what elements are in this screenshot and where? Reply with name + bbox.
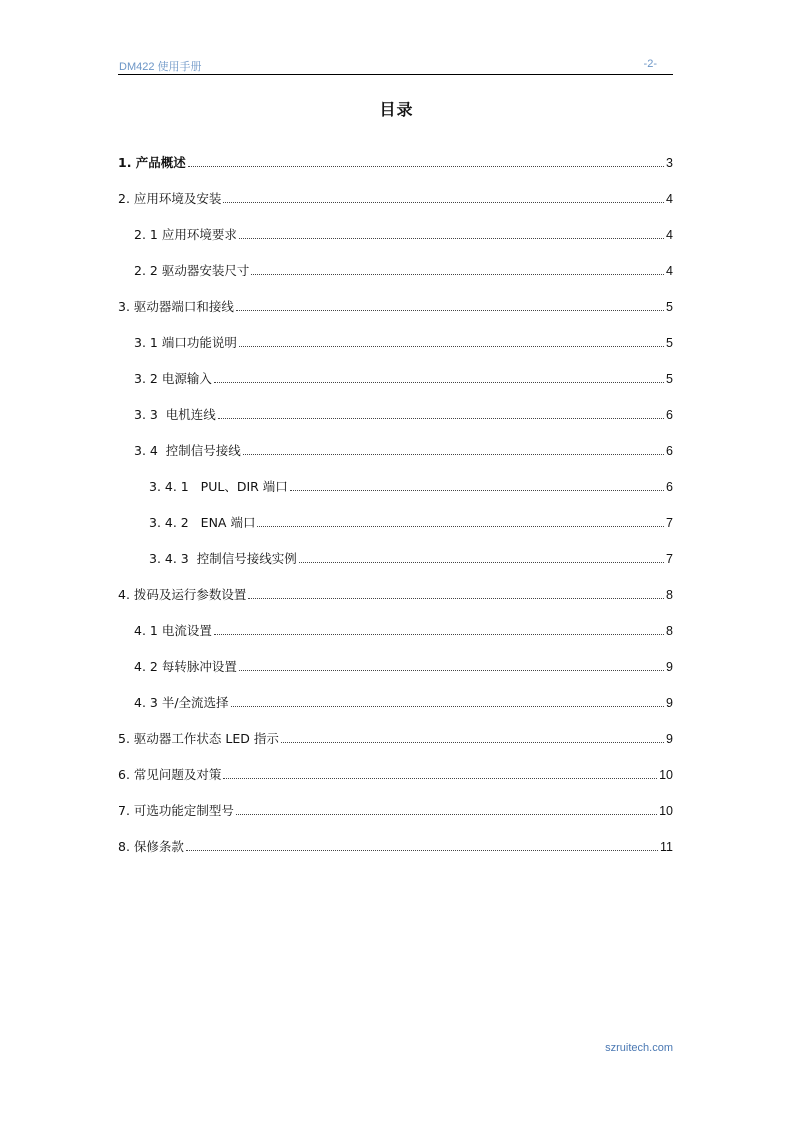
toc-entry-label: 4. 拨码及运行参数设置 (118, 587, 247, 602)
toc-entry-page: 7 (666, 516, 673, 530)
toc-entry-label: 3. 4. 2 ENA 端口 (149, 515, 256, 530)
toc-entry-page: 4 (666, 264, 673, 278)
toc-entry[interactable] (118, 496, 673, 532)
toc-entry[interactable] (118, 748, 673, 784)
toc-entry[interactable] (118, 424, 673, 460)
toc-dot-leader (214, 634, 664, 635)
toc-dot-leader (239, 346, 664, 347)
toc-title: 目录 (379, 100, 414, 119)
toc-entry[interactable] (118, 352, 673, 388)
toc-entry-page: 4 (666, 228, 673, 242)
page-header (118, 56, 673, 75)
toc-entry-label: 3. 3 电机连线 (134, 407, 216, 422)
toc-dot-leader (248, 598, 664, 599)
toc-entry-page: 11 (660, 840, 673, 854)
toc-entry-page: 5 (666, 336, 673, 350)
toc-entry-label: 4. 3 半/全流选择 (134, 695, 229, 710)
toc-entry[interactable] (118, 532, 673, 568)
toc-entry-label: 3. 驱动器端口和接线 (118, 299, 234, 314)
manual-title: DM422 使用手册 (119, 61, 202, 73)
toc-entry-page: 6 (666, 480, 673, 494)
toc-entry-label: 2. 应用环境及安装 (118, 191, 222, 206)
toc-entry[interactable] (118, 460, 673, 496)
toc-dot-leader (281, 742, 664, 743)
toc-entry[interactable] (118, 604, 673, 640)
toc-entry-page: 8 (666, 624, 673, 638)
toc-dot-leader (223, 778, 657, 779)
toc-dot-leader (214, 382, 664, 383)
toc-entry[interactable] (118, 568, 673, 604)
toc-entry-page: 3 (666, 156, 673, 170)
toc-entry[interactable] (118, 388, 673, 424)
toc-dot-leader (299, 562, 664, 563)
toc-entry-page: 10 (659, 768, 673, 782)
toc-entry[interactable] (118, 208, 673, 244)
toc-dot-leader (251, 274, 664, 275)
toc-entry-label: 4. 1 电流设置 (134, 623, 212, 638)
toc-entry-label: 3. 4 控制信号接线 (134, 443, 241, 458)
toc-entry-page: 6 (666, 408, 673, 422)
toc-entry-page: 5 (666, 372, 673, 386)
toc-entry[interactable] (118, 316, 673, 352)
toc-entry-page: 4 (666, 192, 673, 206)
toc-dot-leader (243, 454, 664, 455)
toc-entry[interactable] (118, 244, 673, 280)
toc-entry[interactable] (118, 172, 673, 208)
toc-entry-label: 3. 4. 1 PUL、DIR 端口 (149, 479, 288, 494)
toc-dot-leader (239, 238, 664, 239)
toc-entry-page: 10 (659, 804, 673, 818)
toc-dot-leader (257, 526, 664, 527)
toc-entry-page: 8 (666, 588, 673, 602)
toc-entry-label: 6. 常见问题及对策 (118, 767, 222, 782)
toc-entry-page: 9 (666, 696, 673, 710)
toc-entry-page: 6 (666, 444, 673, 458)
toc-entry-page: 9 (666, 732, 673, 746)
toc-entry[interactable] (118, 712, 673, 748)
toc-entry-label: 3. 2 电源输入 (134, 371, 212, 386)
toc-entry-label: 3. 4. 3 控制信号接线实例 (149, 551, 297, 566)
toc-dot-leader (186, 850, 658, 851)
toc-entry-page: 7 (666, 552, 673, 566)
toc-entry-page: 5 (666, 300, 673, 314)
toc-dot-leader (231, 706, 665, 707)
toc-entry-label: 2. 1 应用环境要求 (134, 227, 237, 242)
toc-entry-label: 8. 保修条款 (118, 839, 184, 854)
toc-entry-page: 9 (666, 660, 673, 674)
toc-entry[interactable] (118, 136, 673, 172)
toc-entry[interactable] (118, 640, 673, 676)
toc-dot-leader (290, 490, 664, 491)
toc-dot-leader (236, 814, 657, 815)
page-number: -2- (643, 58, 657, 70)
toc-entry-label: 3. 1 端口功能说明 (134, 335, 237, 350)
toc-dot-leader (223, 202, 664, 203)
toc-entry[interactable] (118, 820, 673, 856)
toc-entry-label: 4. 2 每转脉冲设置 (134, 659, 237, 674)
toc-entry-label: 2. 2 驱动器安装尺寸 (134, 263, 250, 278)
toc-entry-label: 5. 驱动器工作状态 LED 指示 (118, 731, 279, 746)
toc-entry-label: 7. 可选功能定制型号 (118, 803, 234, 818)
toc-dot-leader (239, 670, 664, 671)
toc-dot-leader (188, 166, 664, 167)
toc-entry-label: 1. 产品概述 (118, 155, 186, 170)
toc-dot-leader (236, 310, 664, 311)
toc-entry[interactable] (118, 676, 673, 712)
toc-entry[interactable] (118, 784, 673, 820)
toc-list (118, 136, 673, 856)
toc-dot-leader (218, 418, 664, 419)
footer-website: szruitech.com (605, 1042, 673, 1054)
toc-entry[interactable] (118, 280, 673, 316)
